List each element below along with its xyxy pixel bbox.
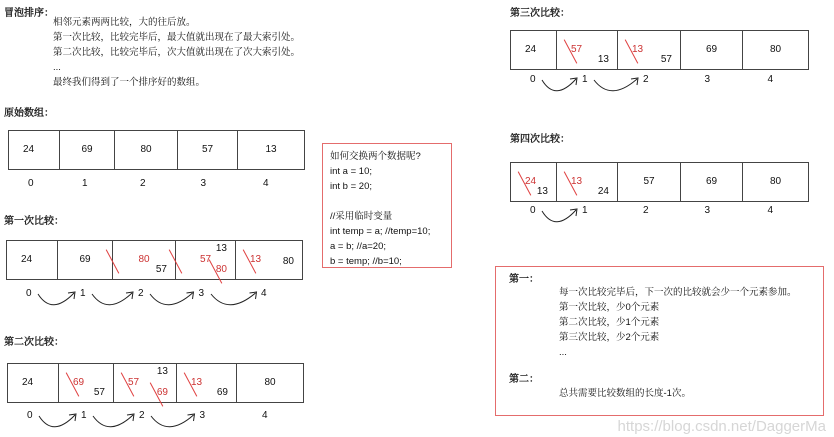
index-label: 3	[704, 205, 711, 216]
index-label: 4	[767, 205, 774, 216]
struck-value: 13	[250, 254, 262, 265]
note-line: 每一次比较完毕后，下一次的比较就会少一个元素参加。	[559, 287, 797, 298]
intro-line: 最终我们得到了一个排序好的数组。	[53, 77, 206, 88]
array-cell	[178, 131, 238, 169]
swap-arrow-icon	[592, 76, 645, 100]
index-label: 1	[82, 178, 88, 189]
array-cell	[237, 364, 303, 402]
cell-value: 24	[525, 44, 537, 55]
swap-arrow-icon	[148, 290, 201, 314]
swap-arrow-icon	[149, 412, 202, 436]
code-line: a = b; //a=20;	[330, 241, 386, 252]
cell-value: 80	[769, 44, 782, 55]
array-cell	[177, 364, 237, 402]
array-cell	[8, 364, 59, 402]
index-label: 0	[530, 205, 536, 216]
pass2-label: 第二次比较：	[4, 337, 64, 348]
code-line: int a = 10;	[330, 166, 372, 177]
note-line: ...	[559, 347, 567, 358]
struck-value: 13	[191, 377, 203, 388]
array-cell	[60, 131, 115, 169]
array-cell	[7, 241, 58, 279]
cell-value: 69	[79, 254, 91, 265]
index-label: 2	[643, 205, 649, 216]
pass1-label: 第一次比较：	[4, 216, 64, 227]
cell-value: 69	[216, 387, 228, 398]
pass4-array	[510, 162, 809, 202]
code-line	[330, 194, 451, 209]
struck-value: 80	[215, 264, 227, 275]
intro-text	[53, 15, 300, 90]
pass2-array	[7, 363, 304, 403]
note-line: 第三次比较，少2个元素	[559, 332, 660, 343]
array-cell	[557, 163, 618, 201]
index-label: 1	[81, 410, 87, 421]
notes-first-lines	[559, 285, 797, 360]
original-array	[8, 130, 305, 170]
index-label: 3	[704, 74, 711, 85]
struck-value: 13	[632, 44, 644, 55]
array-cell	[681, 163, 743, 201]
note-line: 总共需要比较数组的长度-1次。	[559, 388, 691, 399]
index-label: 0	[27, 410, 33, 421]
code-line: int b = 20;	[330, 181, 372, 192]
cell-value: 57	[201, 144, 214, 155]
cell-value: 24	[22, 377, 34, 388]
index-label: 4	[261, 288, 267, 299]
intro-line: 第二次比较，比较完毕后，次大值就出现在了次大索引处。	[53, 47, 301, 58]
code-line: b = temp; //b=10;	[330, 256, 402, 267]
array-cell	[9, 131, 60, 169]
intro-line: ...	[53, 62, 61, 73]
swap-arrow-icon	[36, 290, 82, 314]
original-label: 原始数组：	[4, 108, 54, 119]
cell-value: 69	[705, 176, 718, 187]
cell-value: 57	[155, 264, 167, 275]
array-cell	[176, 241, 236, 279]
index-label: 0	[26, 288, 32, 299]
swap-arrow-icon	[540, 76, 584, 100]
cell-value: 24	[21, 254, 33, 265]
pass3-label: 第三次比较：	[510, 8, 570, 19]
array-cell	[238, 131, 304, 169]
cell-value: 24	[597, 186, 609, 197]
code-line: //采用临时变量	[330, 211, 393, 222]
cell-value: 80	[264, 377, 276, 388]
cell-value: 57	[93, 387, 105, 398]
index-label: 4	[767, 74, 774, 85]
cell-value: 80	[769, 176, 782, 187]
array-cell	[681, 31, 743, 69]
index-label: 2	[140, 178, 146, 189]
array-cell	[618, 163, 681, 201]
code-line: int temp = a; //temp=10;	[330, 226, 431, 237]
array-cell	[114, 364, 177, 402]
index-label: 4	[262, 410, 268, 421]
array-cell	[511, 163, 557, 201]
pass4-label: 第四次比较：	[510, 134, 570, 145]
swap-code-box	[322, 143, 452, 268]
array-cell	[557, 31, 618, 69]
intro-title: 冒泡排序：	[4, 8, 54, 19]
struck-value: 57	[176, 254, 235, 265]
array-cell	[115, 131, 178, 169]
array-cell	[511, 31, 557, 69]
cell-value: 80	[140, 144, 152, 155]
cell-value: 13	[215, 243, 227, 254]
array-cell	[236, 241, 302, 279]
struck-value: 13	[571, 176, 583, 187]
struck-value: 57	[571, 44, 583, 55]
intro-line: 第一次比较，比较完毕后，最大值就出现在了最大索引处。	[53, 32, 301, 43]
struck-value: 57	[128, 377, 140, 388]
intro-line: 相邻元素两两比较，大的往后放。	[53, 17, 196, 28]
array-cell	[59, 364, 114, 402]
array-cell	[743, 163, 808, 201]
index-label: 1	[80, 288, 86, 299]
cell-value: 13	[597, 54, 609, 65]
notes-second-label: 第二：	[509, 374, 539, 385]
index-label: 4	[263, 178, 269, 189]
swap-arrow-icon	[209, 290, 264, 314]
index-label: 2	[138, 288, 144, 299]
swap-arrow-icon	[37, 412, 83, 436]
cell-value: 24	[23, 144, 35, 155]
index-label: 2	[643, 74, 649, 85]
cell-value: 80	[282, 256, 294, 267]
index-label: 0	[28, 178, 34, 189]
swap-arrow-icon	[540, 207, 584, 231]
swap-arrow-icon	[91, 412, 141, 436]
index-label: 1	[582, 205, 588, 216]
struck-value: 69	[156, 387, 168, 398]
cell-value: 13	[536, 186, 548, 197]
index-label: 3	[198, 288, 205, 299]
cell-value: 69	[81, 144, 93, 155]
cell-value: 13	[156, 366, 168, 377]
cell-value: 57	[660, 54, 672, 65]
index-label: 3	[199, 410, 206, 421]
index-label: 0	[530, 74, 536, 85]
notes-box	[495, 266, 824, 416]
array-cell	[113, 241, 176, 279]
code-line: 如何交换两个数据呢?	[330, 151, 421, 162]
pass1-array	[6, 240, 303, 280]
struck-value: 24	[525, 176, 537, 187]
struck-value: 69	[73, 377, 85, 388]
array-cell	[618, 31, 681, 69]
note-line: 第二次比较，少1个元素	[559, 317, 660, 328]
notes-first-label: 第一：	[509, 274, 539, 285]
swap-arrow-icon	[90, 290, 140, 314]
cell-value: 69	[705, 44, 718, 55]
array-cell	[58, 241, 113, 279]
pass3-array	[510, 30, 809, 70]
cell-value: 57	[643, 176, 655, 187]
index-label: 2	[139, 410, 145, 421]
index-label: 3	[200, 178, 207, 189]
struck-value: 80	[113, 254, 175, 265]
array-cell	[743, 31, 808, 69]
watermark: https://blog.csdn.net/DaggerMa	[617, 418, 826, 435]
index-label: 1	[582, 74, 588, 85]
note-line: 第一次比较，少0个元素	[559, 302, 660, 313]
cell-value: 13	[265, 144, 277, 155]
